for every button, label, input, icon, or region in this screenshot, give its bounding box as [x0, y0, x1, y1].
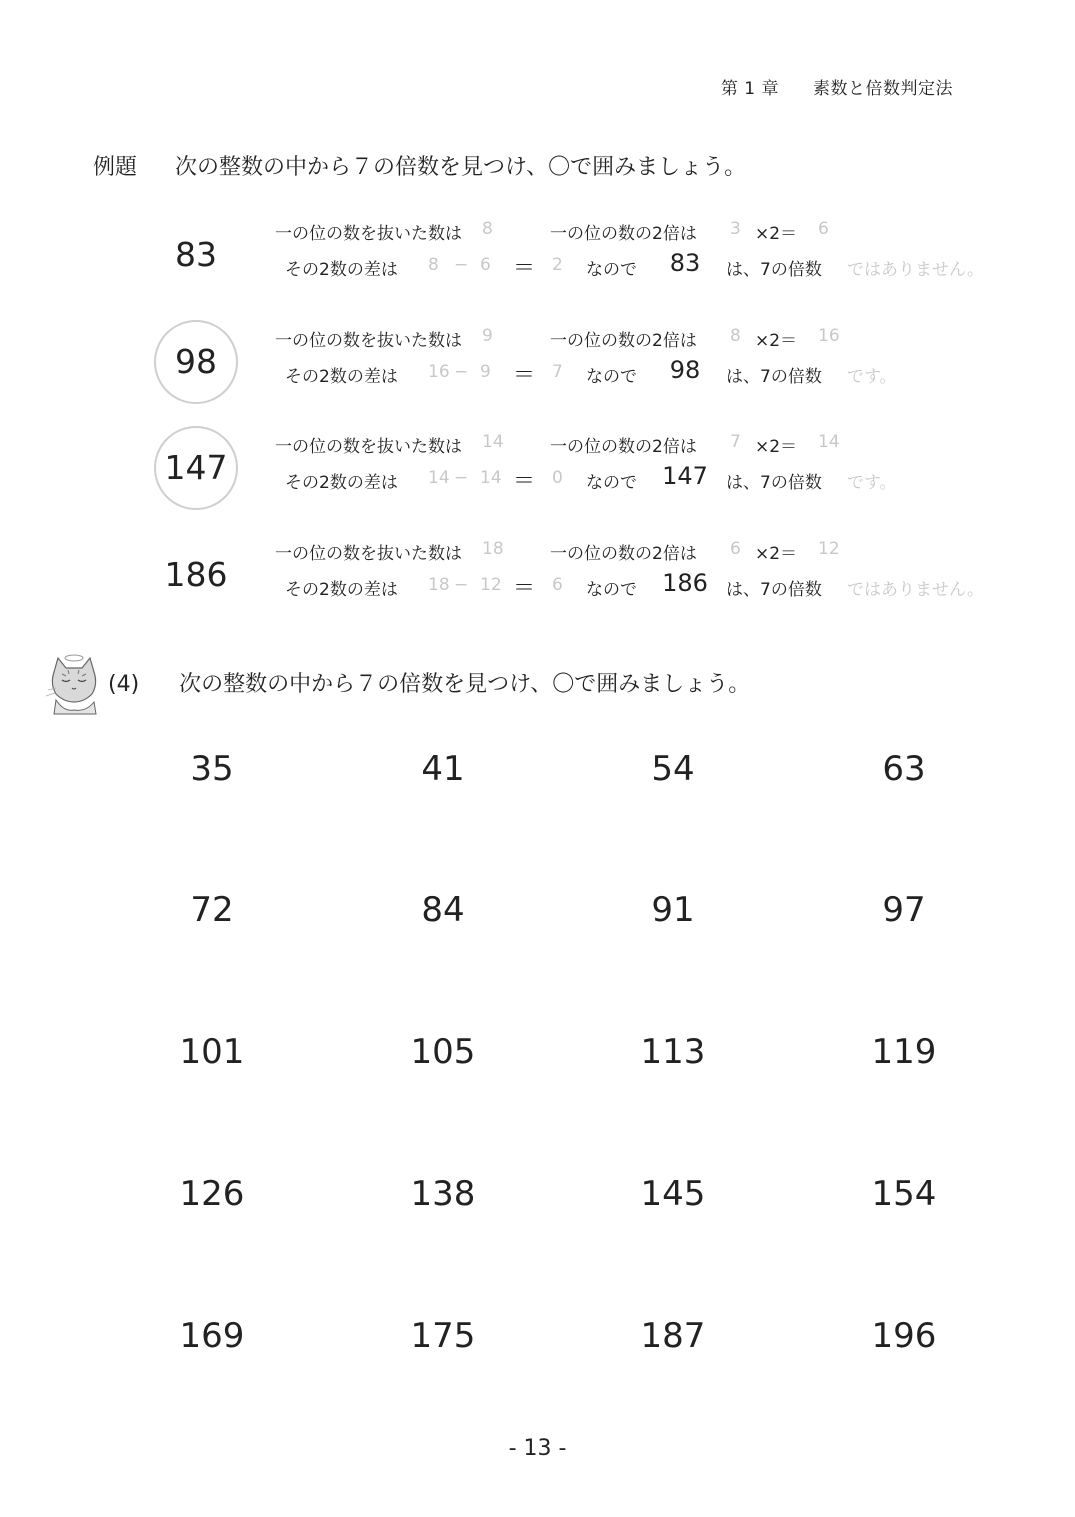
minus-sign: −	[454, 362, 469, 382]
example-row	[0, 213, 1075, 313]
answer-value: 18	[428, 575, 450, 595]
answer-value: 14	[428, 468, 450, 488]
grid-number[interactable]: 72	[190, 890, 234, 930]
answer-value: 8	[730, 326, 741, 346]
label-therefore: なので	[586, 367, 637, 387]
answer-value: 8	[428, 255, 439, 275]
example-row	[0, 426, 1075, 526]
label-therefore: なので	[586, 473, 637, 493]
answer-value: 7	[730, 432, 741, 452]
label-therefore: なので	[586, 260, 637, 280]
grid-number[interactable]: 196	[871, 1316, 937, 1356]
grid-number[interactable]: 113	[640, 1032, 706, 1072]
label-remove-ones: 一の位の数を抜いた数は	[275, 331, 462, 351]
grid-number[interactable]: 145	[640, 1174, 706, 1214]
label-difference: その2数の差は	[285, 260, 398, 280]
answer-value: 8	[482, 219, 493, 239]
example-number[interactable]: 83	[175, 235, 217, 274]
grid-number[interactable]: 101	[179, 1032, 245, 1072]
grid-number[interactable]: 41	[421, 749, 465, 789]
grid-number[interactable]: 63	[882, 749, 926, 789]
example-number-circled[interactable]: 147	[154, 426, 238, 510]
grid-number[interactable]: 105	[410, 1032, 476, 1072]
number-repeat: 98	[669, 356, 701, 384]
minus-sign: −	[454, 255, 469, 275]
answer-value: 6	[552, 575, 563, 595]
label-double-ones: 一の位の数の2倍は	[550, 331, 697, 351]
page-number: - 13 -	[508, 1436, 567, 1461]
example-question: 次の整数の中から７の倍数を見つけ、〇で囲みましょう。	[175, 155, 747, 180]
problem-question: 次の整数の中から７の倍数を見つけ、〇で囲みましょう。	[179, 672, 751, 697]
grid-number[interactable]: 35	[190, 749, 234, 789]
example-heading	[93, 150, 746, 181]
chapter-label: 第 1 章	[720, 79, 779, 99]
answer-value: 14	[482, 432, 504, 452]
chapter-title: 素数と倍数判定法	[813, 79, 953, 99]
grid-number[interactable]: 169	[179, 1316, 245, 1356]
grid-number[interactable]: 91	[651, 890, 695, 930]
grid-number[interactable]: 138	[410, 1174, 476, 1214]
example-row	[0, 320, 1075, 420]
label-multiple-of-7: は、7の倍数	[726, 367, 822, 387]
grid-number[interactable]: 187	[640, 1316, 706, 1356]
grid-number[interactable]: 126	[179, 1174, 245, 1214]
times-two: ×2＝	[755, 224, 798, 244]
answer-value: 6	[730, 539, 741, 559]
example-label: 例題	[93, 155, 138, 180]
grid-number[interactable]: 119	[871, 1032, 937, 1072]
label-therefore: なので	[586, 580, 637, 600]
label-difference: その2数の差は	[285, 367, 398, 387]
minus-sign: −	[454, 468, 469, 488]
answer-value: 14	[480, 468, 502, 488]
answer-value: 9	[482, 326, 493, 346]
answer-value: 0	[552, 468, 563, 488]
example-number-circled[interactable]: 98	[154, 320, 238, 404]
times-two: ×2＝	[755, 544, 798, 564]
answer-value: 7	[552, 362, 563, 382]
minus-sign: −	[454, 575, 469, 595]
label-remove-ones: 一の位の数を抜いた数は	[275, 544, 462, 564]
answer-value: 18	[482, 539, 504, 559]
answer-conclusion: ではありません。	[847, 260, 985, 280]
problem-heading	[108, 667, 750, 698]
label-difference: その2数の差は	[285, 580, 398, 600]
page-header	[721, 74, 953, 99]
example-number[interactable]: 186	[164, 555, 228, 594]
number-repeat: 147	[662, 462, 708, 490]
grid-number[interactable]: 54	[651, 749, 695, 789]
label-double-ones: 一の位の数の2倍は	[550, 224, 697, 244]
times-two: ×2＝	[755, 331, 798, 351]
number-repeat: 83	[669, 249, 701, 277]
answer-value: 6	[818, 219, 829, 239]
answer-conclusion: です。	[847, 473, 897, 493]
equals-sign: ＝	[513, 576, 536, 601]
answer-conclusion: ではありません。	[847, 580, 985, 600]
label-double-ones: 一の位の数の2倍は	[550, 437, 697, 457]
answer-value: 16	[428, 362, 450, 382]
grid-number[interactable]: 97	[882, 890, 926, 930]
answer-value: 16	[818, 326, 840, 346]
answer-value: 14	[818, 432, 840, 452]
label-remove-ones: 一の位の数を抜いた数は	[275, 224, 462, 244]
answer-value: 6	[480, 255, 491, 275]
answer-value: 3	[730, 219, 741, 239]
label-remove-ones: 一の位の数を抜いた数は	[275, 437, 462, 457]
answer-conclusion: です。	[847, 367, 897, 387]
equals-sign: ＝	[513, 469, 536, 494]
number-repeat: 186	[662, 569, 708, 597]
label-multiple-of-7: は、7の倍数	[726, 580, 822, 600]
answer-value: 9	[480, 362, 491, 382]
answer-value: 2	[552, 255, 563, 275]
example-row	[0, 533, 1075, 633]
label-multiple-of-7: は、7の倍数	[726, 260, 822, 280]
times-two: ×2＝	[755, 437, 798, 457]
answer-value: 12	[818, 539, 840, 559]
label-multiple-of-7: は、7の倍数	[726, 473, 822, 493]
equals-sign: ＝	[513, 363, 536, 388]
label-difference: その2数の差は	[285, 473, 398, 493]
answer-value: 12	[480, 575, 502, 595]
equals-sign: ＝	[513, 256, 536, 281]
grid-number[interactable]: 154	[871, 1174, 937, 1214]
grid-number[interactable]: 84	[421, 890, 465, 930]
label-double-ones: 一の位の数の2倍は	[550, 544, 697, 564]
cat-mascot-icon	[44, 650, 106, 716]
grid-number[interactable]: 175	[410, 1316, 476, 1356]
problem-label: (4)	[108, 672, 140, 697]
